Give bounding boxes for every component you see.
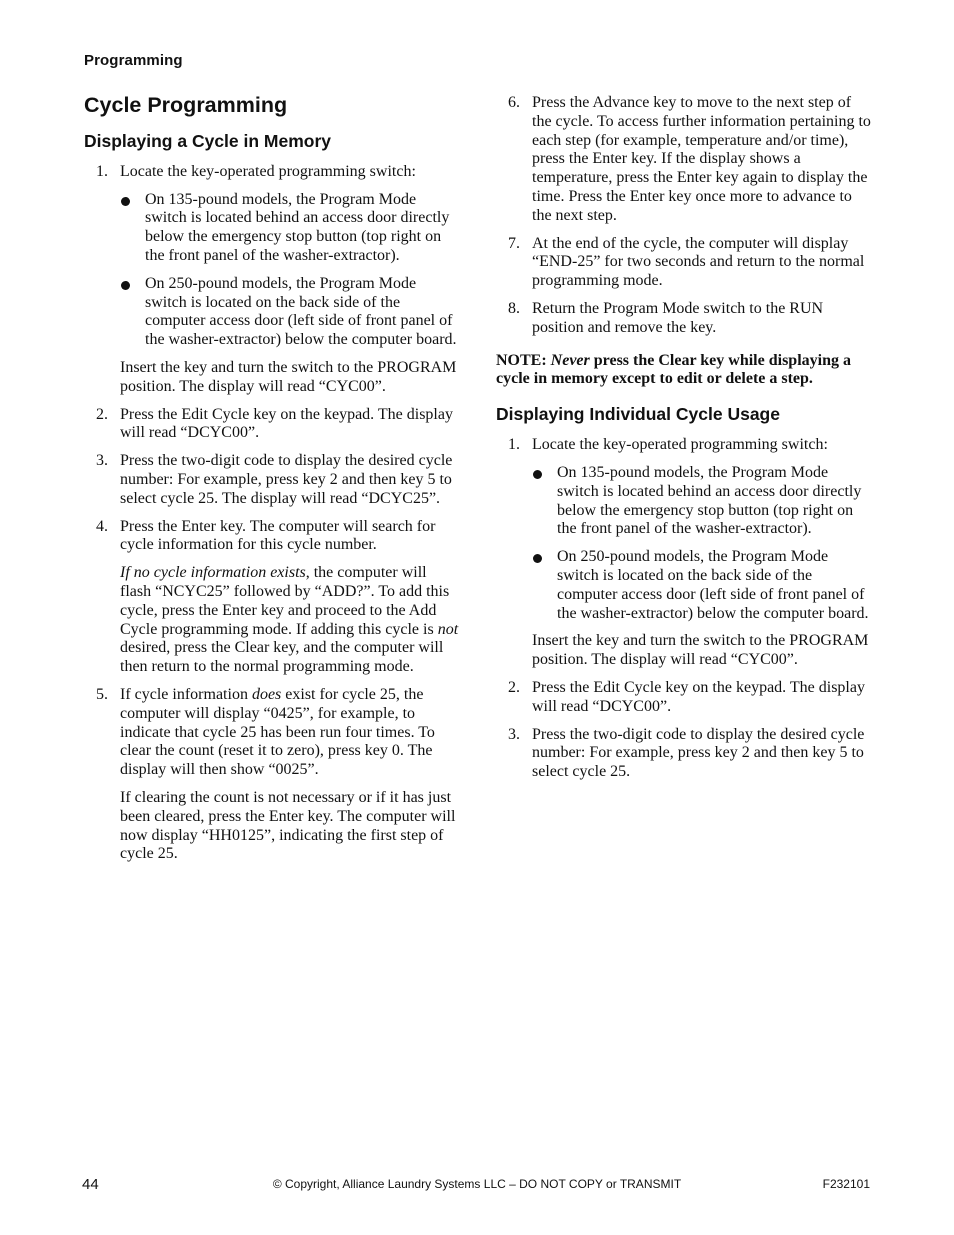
- copyright-notice: © Copyright, Alliance Laundry Systems LLC – DO NOT COPY or TRANSMIT: [272, 1177, 682, 1191]
- step-text: At the end of the cycle, the computer will display “END-25” for two seconds and return to the normal programming mode.: [532, 234, 865, 290]
- page-footer: [0, 1176, 954, 1196]
- list-item: [496, 726, 871, 782]
- section-title: Cycle Programming: [84, 93, 288, 117]
- list-item: [84, 452, 459, 508]
- step-text: Press the Edit Cycle key on the keypad. The display will read “DCYC00”.: [532, 678, 865, 715]
- step-number: 2.: [508, 678, 520, 696]
- bullet-list: [120, 191, 459, 350]
- bullet-item: On 135-pound models, the Program Mode switch is located behind an access door directly below the emergency stop button (top right on the front panel of the washer-extractor).: [532, 464, 871, 539]
- bullet-icon: [121, 197, 130, 206]
- list-item: [84, 518, 459, 677]
- bullet-list: [532, 464, 871, 623]
- step-number: 2.: [96, 405, 108, 423]
- running-header: Programming: [84, 52, 183, 69]
- step-followup: Insert the key and turn the switch to the PROGRAM position. The display will read “CYC00”.: [532, 632, 869, 669]
- step-followup: Insert the key and turn the switch to the PROGRAM position. The display will read “CYC00”.: [120, 358, 457, 395]
- step-text: Press the two-digit code to display the desired cycle number: For example, press key 2 and then key 5 to select cycle 25.: [532, 725, 865, 781]
- list-item: [84, 686, 459, 864]
- list-item: [84, 163, 459, 397]
- step-followup: If no cycle information exists, the computer will flash “NCYC25” followed by “ADD?”. To add this cycle, press the Enter key and proceed to the Add Cycle programming mode. If adding this cycle is not desired, press the Clear key, and the computer will then return to the normal programming mode.: [120, 564, 459, 676]
- list-item: [496, 94, 871, 226]
- step-text: Press the Advance key to move to the next step of the cycle. To access further information pertaining to each step (for example, temperature and/or time), press the Enter key. If the display shows a temperature, press the Enter key again to display the time. Press the Enter key once more to advance to the next step.: [532, 94, 871, 224]
- step-number: 3.: [96, 452, 108, 470]
- right-column: [496, 94, 871, 791]
- bullet-item: On 250-pound models, the Program Mode switch is located on the back side of the computer access door (left side of front panel of the washer-extractor) below the computer board.: [120, 275, 459, 350]
- step-number: 5.: [96, 685, 108, 703]
- bullet-item: On 250-pound models, the Program Mode switch is located on the back side of the computer access door (left side of front panel of the washer-extractor) below the computer board.: [532, 548, 871, 623]
- list-item: [496, 235, 871, 291]
- bullet-icon: [533, 554, 542, 563]
- bullet-item: On 135-pound models, the Program Mode switch is located behind an access door directly below the emergency stop button (top right on the front panel of the washer-extractor).: [120, 191, 459, 266]
- document-id: F232101: [822, 1177, 870, 1191]
- step-number: 6.: [508, 94, 520, 111]
- step-number: 8.: [508, 299, 520, 317]
- step-text: If cycle information does exist for cycle 25, the computer will display “0425”, for example, to indicate that cycle 25 has been run four times. To clear the count (reset it to zero), press key 0. The display will then show “0025”.: [120, 685, 435, 779]
- cycle-memory-steps-continued: [496, 94, 871, 338]
- list-item: [496, 300, 871, 338]
- subsection-title-cycle-usage: Displaying Individual Cycle Usage: [496, 404, 780, 425]
- step-number: 1.: [96, 162, 108, 180]
- list-item: [496, 436, 871, 670]
- page-number: 44: [82, 1176, 99, 1193]
- step-text: Press the Enter key. The computer will search for cycle information for this cycle number.: [120, 517, 436, 554]
- list-item: [496, 679, 871, 717]
- left-column: [84, 88, 459, 873]
- cycle-memory-steps: [84, 163, 459, 864]
- step-text: Locate the key-operated programming switch:: [532, 436, 828, 454]
- step-followup: If clearing the count is not necessary or if it has just been cleared, press the Enter key. The computer will now display “HH0125”, indicating the first step of cycle 25.: [120, 788, 456, 863]
- step-text: Locate the key-operated programming switch:: [120, 162, 416, 180]
- step-text: Press the two-digit code to display the desired cycle number: For example, press key 2 and then key 5 to select cycle 25. The display will read “DCYC25”.: [120, 452, 453, 507]
- step-text: Return the Program Mode switch to the RUN position and remove the key.: [532, 299, 824, 336]
- list-item: [84, 406, 459, 444]
- subsection-title-displaying-cycle: Displaying a Cycle in Memory: [84, 130, 332, 151]
- step-number: 7.: [508, 234, 520, 252]
- step-text: Press the Edit Cycle key on the keypad. The display will read “DCYC00”.: [120, 405, 453, 442]
- cycle-usage-steps: [496, 436, 871, 782]
- bullet-icon: [121, 281, 130, 290]
- step-number: 3.: [508, 725, 520, 743]
- bullet-icon: [533, 470, 542, 479]
- note-callout: NOTE: Never press the Clear key while displaying a cycle in memory except to edit or delete a step.: [496, 351, 851, 388]
- step-number: 4.: [96, 517, 108, 535]
- step-number: 1.: [508, 436, 520, 454]
